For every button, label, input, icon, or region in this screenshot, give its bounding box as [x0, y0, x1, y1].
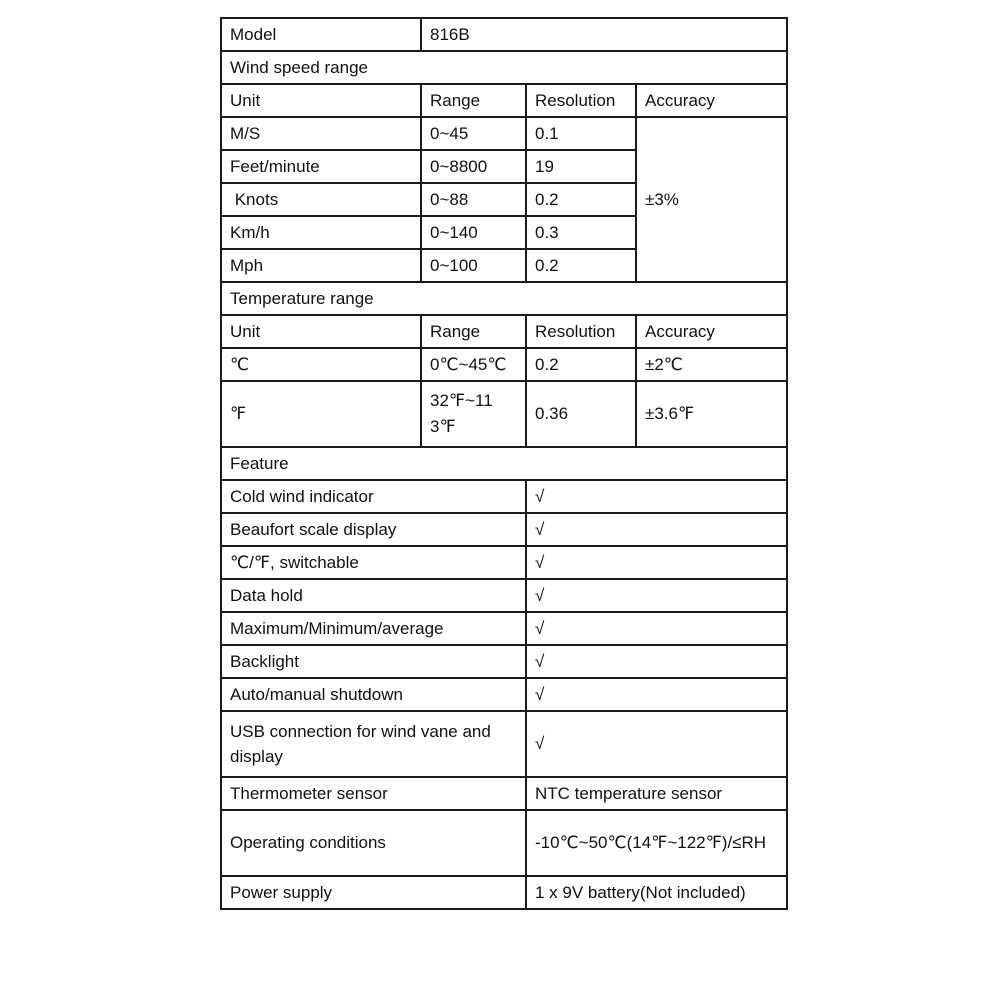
- feature-value: 1 x 9V battery(Not included): [526, 876, 787, 909]
- temperature-range: 0℃~45℃: [421, 348, 526, 381]
- wind-range: 0~140: [421, 216, 526, 249]
- temperature-row: [221, 381, 787, 447]
- feature-value: √: [526, 612, 787, 645]
- wind-unit: M/S: [221, 117, 421, 150]
- feature-value: √: [526, 678, 787, 711]
- feature-row: [221, 678, 787, 711]
- temperature-resolution: 0.36: [526, 381, 636, 447]
- temperature-header-resolution: Resolution: [526, 315, 636, 348]
- feature-value: NTC temperature sensor: [526, 777, 787, 810]
- feature-name: Data hold: [221, 579, 526, 612]
- wind-resolution: 0.2: [526, 183, 636, 216]
- feature-row: [221, 513, 787, 546]
- wind-range: 0~45: [421, 117, 526, 150]
- wind-range: 0~88: [421, 183, 526, 216]
- model-label: Model: [221, 18, 421, 51]
- wind-header-row: [221, 84, 787, 117]
- feature-row: [221, 711, 787, 777]
- feature-value: √: [526, 645, 787, 678]
- temperature-resolution: 0.2: [526, 348, 636, 381]
- wind-range: 0~8800: [421, 150, 526, 183]
- temperature-header-row: [221, 315, 787, 348]
- feature-row: [221, 876, 787, 909]
- feature-row: [221, 546, 787, 579]
- spec-table: [220, 17, 788, 910]
- feature-row: [221, 777, 787, 810]
- feature-name: ℃/℉, switchable: [221, 546, 526, 579]
- temperature-accuracy: ±2℃: [636, 348, 787, 381]
- wind-row: [221, 117, 787, 150]
- temperature-unit: ℉: [221, 381, 421, 447]
- wind-header-resolution: Resolution: [526, 84, 636, 117]
- temperature-accuracy: ±3.6℉: [636, 381, 787, 447]
- feature-name: Thermometer sensor: [221, 777, 526, 810]
- feature-name: Power supply: [221, 876, 526, 909]
- feature-row: [221, 480, 787, 513]
- model-row: [221, 18, 787, 51]
- feature-name: Operating conditions: [221, 810, 526, 876]
- feature-name: Auto/manual shutdown: [221, 678, 526, 711]
- wind-section-row: [221, 51, 787, 84]
- feature-section-row: [221, 447, 787, 480]
- temperature-section-row: [221, 282, 787, 315]
- wind-accuracy: ±3%: [636, 117, 787, 282]
- feature-value: √: [526, 579, 787, 612]
- feature-section-title: Feature: [221, 447, 787, 480]
- feature-name: Beaufort scale display: [221, 513, 526, 546]
- model-value: 816B: [421, 18, 787, 51]
- feature-row: [221, 810, 787, 876]
- feature-value: √: [526, 711, 787, 777]
- temperature-header-unit: Unit: [221, 315, 421, 348]
- feature-name: Maximum/Minimum/average: [221, 612, 526, 645]
- wind-unit: Knots: [221, 183, 421, 216]
- wind-resolution: 0.2: [526, 249, 636, 282]
- wind-resolution: 0.3: [526, 216, 636, 249]
- wind-header-range: Range: [421, 84, 526, 117]
- feature-value: √: [526, 546, 787, 579]
- wind-section-title: Wind speed range: [221, 51, 787, 84]
- wind-header-unit: Unit: [221, 84, 421, 117]
- wind-unit: Km/h: [221, 216, 421, 249]
- temperature-header-range: Range: [421, 315, 526, 348]
- feature-name: Backlight: [221, 645, 526, 678]
- feature-name: USB connection for wind vane and display: [221, 711, 526, 777]
- wind-resolution: 19: [526, 150, 636, 183]
- feature-row: [221, 645, 787, 678]
- wind-unit: Feet/minute: [221, 150, 421, 183]
- temperature-unit: ℃: [221, 348, 421, 381]
- feature-value: √: [526, 513, 787, 546]
- temperature-section-title: Temperature range: [221, 282, 787, 315]
- feature-value: -10℃~50℃(14℉~122℉)/≤RH: [526, 810, 787, 876]
- wind-resolution: 0.1: [526, 117, 636, 150]
- temperature-row: [221, 348, 787, 381]
- feature-value: √: [526, 480, 787, 513]
- wind-range: 0~100: [421, 249, 526, 282]
- temperature-header-accuracy: Accuracy: [636, 315, 787, 348]
- wind-unit: Mph: [221, 249, 421, 282]
- temperature-range: 32℉~113℉: [421, 381, 526, 447]
- feature-row: [221, 612, 787, 645]
- feature-row: [221, 579, 787, 612]
- feature-name: Cold wind indicator: [221, 480, 526, 513]
- wind-header-accuracy: Accuracy: [636, 84, 787, 117]
